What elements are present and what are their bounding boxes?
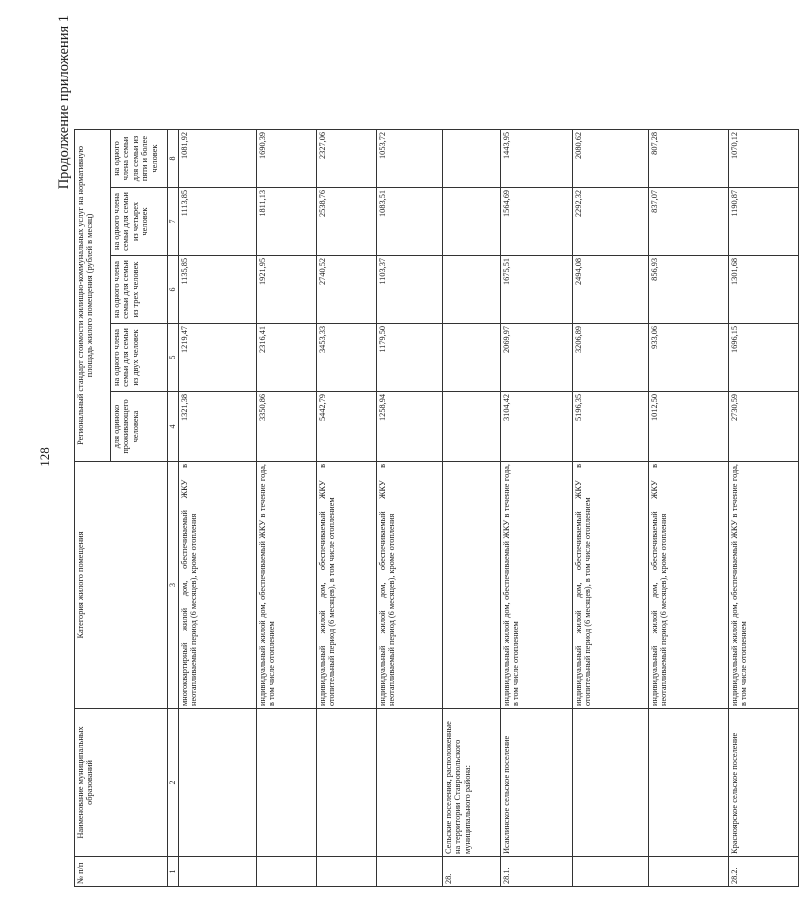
row-value-col4: 2730,59 [729, 392, 799, 462]
row-value-col6: 1103,37 [377, 256, 443, 324]
table-row [573, 130, 649, 887]
row-value-col5: 2069,97 [501, 324, 573, 392]
table-row [443, 130, 501, 887]
row-municipality-name [649, 709, 729, 857]
row-number [317, 857, 377, 887]
header-num: № п/п [75, 857, 168, 887]
row-value-col5: 1219,47 [179, 324, 257, 392]
row-value-col6: 1135,85 [179, 256, 257, 324]
row-number [179, 857, 257, 887]
row-housing-category: индивидуальный жилой дом, обеспечиваемый ЖКУ в течение года, в том числе отоплением [729, 462, 799, 709]
row-municipality-name [573, 709, 649, 857]
housing-standard-table [74, 129, 799, 887]
table-row [257, 130, 317, 887]
row-value-col7: 2538,76 [317, 188, 377, 256]
row-value-col8: 2327,06 [317, 130, 377, 188]
row-value-col4: 1321,38 [179, 392, 257, 462]
row-housing-category: индивидуальный жилой дом, обеспечиваемый ЖКУ в неотапливаемый период (6 месяцев), кроме отопления [649, 462, 729, 709]
row-value-col5 [443, 324, 501, 392]
header-col4: для одиноко проживающего человека [111, 392, 168, 462]
row-value-col4: 3104,42 [501, 392, 573, 462]
row-number [257, 857, 317, 887]
row-value-col7: 837,07 [649, 188, 729, 256]
column-number: 1 [168, 857, 179, 887]
table-row [317, 130, 377, 887]
row-municipality-name [257, 709, 317, 857]
row-value-col8: 1081,92 [179, 130, 257, 188]
column-number: 2 [168, 709, 179, 857]
row-number: 28.1. [501, 857, 573, 887]
row-value-col7: 1083,51 [377, 188, 443, 256]
column-number: 5 [168, 324, 179, 392]
appendix-title: Продолжение приложения 1 [56, 15, 72, 190]
row-municipality-name [377, 709, 443, 857]
row-number: 28. [443, 857, 501, 887]
row-value-col8: 1070,12 [729, 130, 799, 188]
row-value-col5: 933,06 [649, 324, 729, 392]
header-category: Категория жилого помещения [75, 462, 168, 709]
row-value-col5: 2316,41 [257, 324, 317, 392]
row-value-col5: 3206,89 [573, 324, 649, 392]
row-value-col7: 1811,13 [257, 188, 317, 256]
row-value-col6 [443, 256, 501, 324]
header-group: Региональный стандарт стоимости жилищно-коммунальных услуг на нормативную площадь жилого помещения (рублей в месяц) [75, 130, 111, 462]
row-value-col7: 2292,32 [573, 188, 649, 256]
row-value-col6: 1301,68 [729, 256, 799, 324]
row-municipality-name [179, 709, 257, 857]
header-col5: на одного члена семьи для семьи из двух человек [111, 324, 168, 392]
row-value-col6: 856,93 [649, 256, 729, 324]
row-value-col4: 1258,94 [377, 392, 443, 462]
row-value-col5: 1179,50 [377, 324, 443, 392]
row-housing-category: индивидуальный жилой дом, обеспечиваемый ЖКУ в течение года, в том числе отоплением [501, 462, 573, 709]
row-value-col7: 1190,87 [729, 188, 799, 256]
header-name: Наименование муниципальных образований [75, 709, 168, 857]
row-value-col8: 1690,39 [257, 130, 317, 188]
row-value-col4: 1012,50 [649, 392, 729, 462]
table-row [501, 130, 573, 887]
row-number [573, 857, 649, 887]
page-number: 128 [37, 447, 52, 467]
header-col6: на одного члена семьи для семьи из трех человек [111, 256, 168, 324]
row-value-col8 [443, 130, 501, 188]
row-value-col6: 2494,08 [573, 256, 649, 324]
row-value-col7: 1564,69 [501, 188, 573, 256]
table-row [377, 130, 443, 887]
table-row [649, 130, 729, 887]
row-municipality-name: Исаклинское сельское поселение [501, 709, 573, 857]
row-number [377, 857, 443, 887]
row-municipality-name: Красноярское сельское поселение [729, 709, 799, 857]
row-value-col4 [443, 392, 501, 462]
column-number: 8 [168, 130, 179, 188]
row-value-col8: 807,28 [649, 130, 729, 188]
row-number: 28.2. [729, 857, 799, 887]
row-value-col5: 3453,33 [317, 324, 377, 392]
row-housing-category: индивидуальный жилой дом, обеспечиваемый ЖКУ в неотапливаемый период (6 месяцев), кроме отопления [377, 462, 443, 709]
row-value-col6: 1921,95 [257, 256, 317, 324]
row-value-col8: 2080,62 [573, 130, 649, 188]
column-number: 3 [168, 462, 179, 709]
row-housing-category [443, 462, 501, 709]
column-number: 7 [168, 188, 179, 256]
row-value-col6: 1675,51 [501, 256, 573, 324]
column-number: 6 [168, 256, 179, 324]
row-housing-category: индивидуальный жилой дом, обеспечиваемый ЖКУ в течение года, в том числе отоплением [257, 462, 317, 709]
table-row [729, 130, 799, 887]
column-number: 4 [168, 392, 179, 462]
row-value-col7: 1113,85 [179, 188, 257, 256]
row-housing-category: индивидуальный жилой дом, обеспечиваемый ЖКУ в отопительный период (6 месяцев), в том числе отоплением [317, 462, 377, 709]
row-municipality-name [317, 709, 377, 857]
row-value-col8: 1053,72 [377, 130, 443, 188]
row-value-col4: 5442,79 [317, 392, 377, 462]
row-value-col6: 2740,52 [317, 256, 377, 324]
column-number-row [168, 130, 179, 887]
row-value-col5: 1696,15 [729, 324, 799, 392]
table-row [179, 130, 257, 887]
row-value-col8: 1443,95 [501, 130, 573, 188]
header-col7: на одного члена семьи для семьи из четырех человек [111, 188, 168, 256]
row-number [649, 857, 729, 887]
row-housing-category: индивидуальный жилой дом, обеспечиваемый ЖКУ в отопительный период (6 месяцев), в том числе отоплением [573, 462, 649, 709]
row-housing-category: многоквартирный жилой дом, обеспечиваемый ЖКУ в неотапливаемый период (6 месяцев), кроме отопления [179, 462, 257, 709]
row-municipality-name: Сельские поселения, расположенные на территории Ставропольского муниципального района: [443, 709, 501, 857]
row-value-col7 [443, 188, 501, 256]
row-value-col4: 3350,86 [257, 392, 317, 462]
row-value-col4: 5196,35 [573, 392, 649, 462]
header-col8: на одного члена семьи для семьи из пяти и более человек [111, 130, 168, 188]
table-body [179, 130, 799, 887]
